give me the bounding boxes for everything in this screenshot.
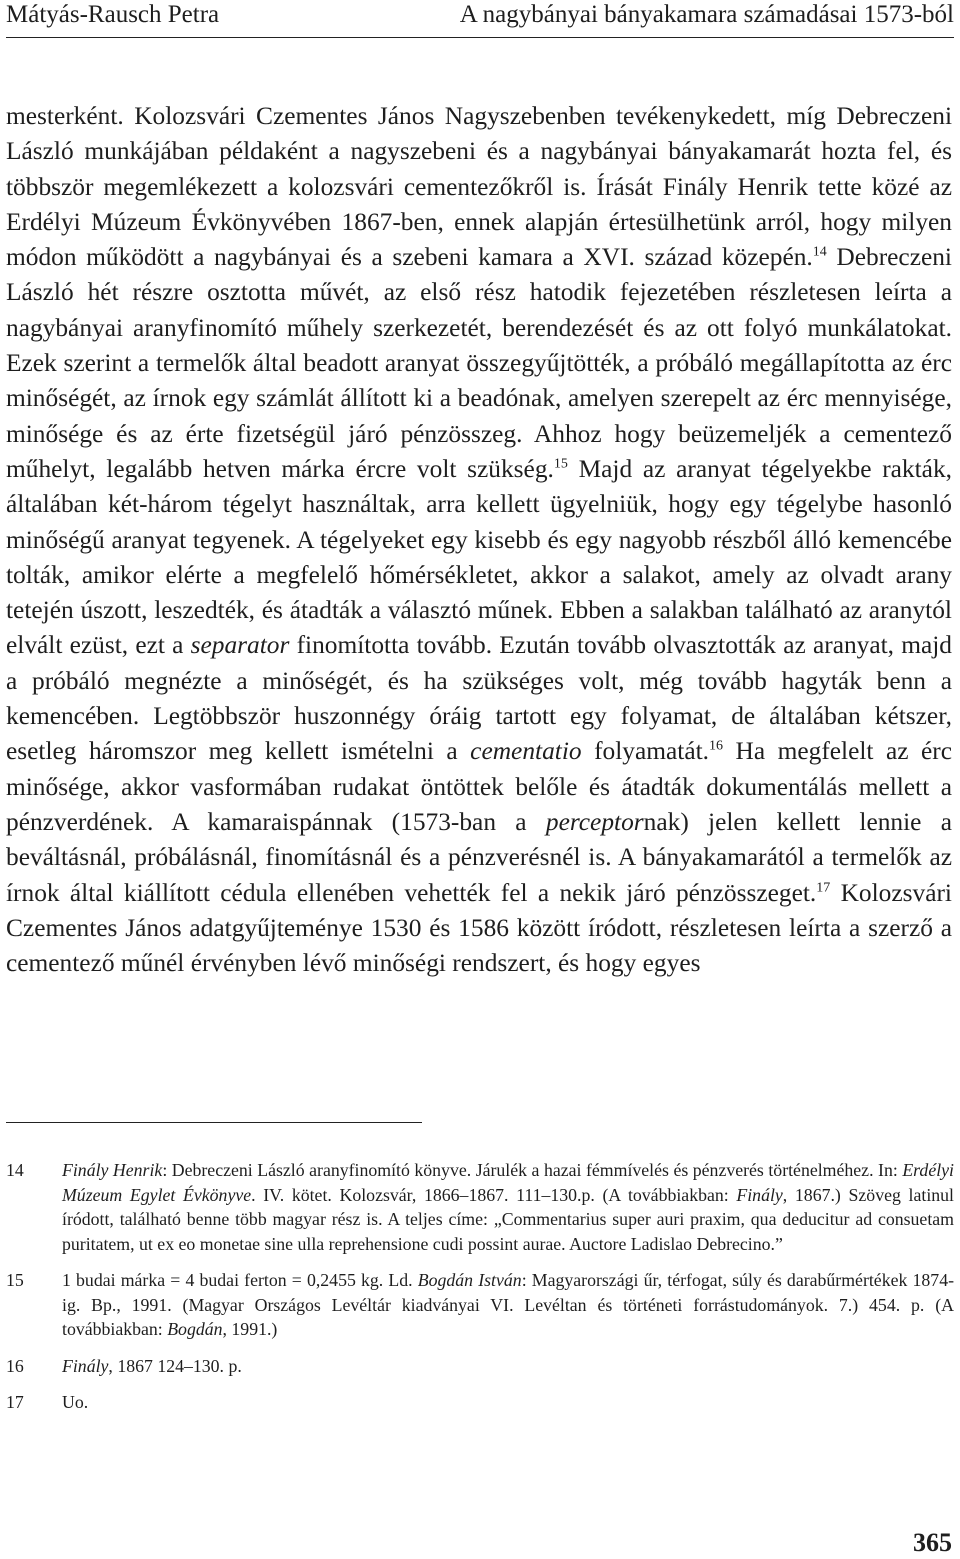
footnote-16 <box>6 1354 954 1379</box>
text-run: folyamatát. <box>581 737 709 766</box>
text-run: . IV. kötet. Kolozsvár, 1866–1867. 111–130.p. (A továbbiakban: <box>251 1184 737 1205</box>
text-run: nak) jelen kellett lennie a beváltásnál, próbálásnál, finomításnál és a pénzverésnél is. A bányakamarától a termelők az írnok által kiállított cédula ellenében vehették fel a nekik járó pénzösszeget. <box>6 807 953 907</box>
footnotes <box>6 1158 954 1427</box>
italic-text: Erdélyi Múzeum Egylet Évkönyve <box>62 1160 954 1205</box>
italic-text: Finály <box>62 1355 109 1376</box>
text-run: mesterként. Kolozsvári Czementes János Nagyszebenben tevékenykedett, míg Debreczeni László munkájában példaként a nagyszebeni és a nagybányai bányakamarát hozta fel, és többször megemlékezett a kolozsvári cementezőkről is. Írását Finály Henrik tette közé az Erdélyi Múzeum Évkönyvében 1867-ben, ennek alapján értesülhetünk arról, hogy milyen módon működött a nagybányai és a szebeni kamara a XVI. század közepén. <box>6 102 952 272</box>
italic-text: perceptor <box>545 807 644 836</box>
text-run: , 1867.) Szöveg latinul íródott, található benne több magyar rész is. A teljes címe: „Commentarius super auri praxim, qua deducitur ad consuetam puritatem, ut ex eo monetae sine ulla reprehensione cudi possint aurae. Auctore Ladislao Debrecino.” <box>62 1184 954 1254</box>
header-author: Mátyás-Rausch Petra <box>6 1 220 28</box>
footnote-17 <box>6 1390 954 1415</box>
text-run: Uo. <box>62 1392 89 1412</box>
text-run: : Debreczeni László aranyfinomító könyve. Járulék a hazai fémmívelés és pénzverés történelméhez. In: <box>162 1160 903 1180</box>
header-title: A nagybányai bányakamara számadásai 1573-ból <box>459 1 954 28</box>
text-run: finomította tovább. Ezután tovább olvasztották az aranyat, majd a próbáló megnézte a minőségét, és ha szükséges volt, még tovább hagyták benn a kemencében. Legtöbbször huszonnégy óráig tartott egy folyamat, de általában kétszer, esetleg háromszor meg kellett ismételni a <box>6 631 952 766</box>
italic-text: Bogdán <box>167 1319 223 1339</box>
text-run: , 1991.) <box>222 1319 278 1339</box>
text-run: Kolozsvári Czementes János adatgyűjteménye 1530 és 1586 között íródott, részletesen leírta a szerző a cementező műnél érvényben lévő minőségi rendszert, és hogy egyes <box>6 878 952 978</box>
text-run: 1 budai márka = 4 budai ferton = 0,2455 kg. Ld. <box>62 1270 418 1290</box>
body-paragraph <box>6 99 952 981</box>
text-run: Ha megfelelt az érc minősége, akkor vasformában rudakat öntöttek belőle és átadták dokumentálás mellett a pénzverdének. A kamaraispánnak (1573-ban a <box>6 737 953 836</box>
footnote-15 <box>6 1268 954 1342</box>
page-number: 365 <box>913 1528 952 1557</box>
italic-text: separator <box>190 631 290 660</box>
header-rule <box>6 37 954 38</box>
footnote-separator <box>6 1122 422 1123</box>
footnote-14 <box>6 1158 954 1256</box>
text-run: Majd az aranyat tégelyekbe rakták, általában két-három tégelyt használtak, arra kellett ügyelniük, hogy egy tégelybe hasonló minőségű aranyat tegyenek. A tégelyeket egy kisebb és egy nagyobb részből álló kemencébe tolták, amikor elérte a megfelelő hőmérsékletet, akkor a salakot, amely az olvadt arany tetején úszott, leszedték, és átadták a választó műnek. Ebben a salakban található az aranytól elvált ezüst, ezt a <box>6 454 952 660</box>
italic-text: cementatio <box>470 737 582 766</box>
footnote-reference[interactable]: 14 <box>812 244 827 260</box>
italic-text: Bogdán István <box>417 1270 522 1290</box>
footnote-number: 17 <box>6 1392 24 1412</box>
italic-text: Finály <box>736 1184 783 1205</box>
text-run: Debreczeni László hét részre osztotta művét, az első rész hatodik fejezetében részletesen leírta a nagybányai aranyfinomító műhely szerkezetét, berendezését és az ott folyó munkálatokat. Ezek szerint a termelők által beadott aranyat összegyűjtötték, a próbáló megállapította az érc minőségét, az írnok egy számlát állított ki a beadónak, amelyen szerepelt az érc mennyisége, minősége és az érte fizetségül járó pénzösszeg. Ahhoz hogy beüzemeljék a cementező műhelyt, legalább hetven márka ércre volt szükség. <box>6 243 952 483</box>
footnote-reference[interactable]: 16 <box>709 738 723 754</box>
running-header <box>6 0 954 32</box>
italic-text: Finály Henrik <box>62 1160 163 1180</box>
footnote-number: 16 <box>6 1355 24 1376</box>
footnote-number: 14 <box>6 1160 24 1180</box>
text-run: : Magyarországi űr, térfogat, súly és darabűrmértékek 1874-ig. Bp., 1991. (Magyar Országos Levéltár kiadványai VI. Levéltan és történeti forrástudományok. 7.) 454. p. (A továbbiakban: <box>62 1270 955 1339</box>
footnote-reference[interactable]: 17 <box>816 880 831 896</box>
footnote-number: 15 <box>6 1270 24 1290</box>
text-run: , 1867 124–130. p. <box>108 1355 242 1376</box>
footnote-reference[interactable]: 15 <box>553 456 568 472</box>
